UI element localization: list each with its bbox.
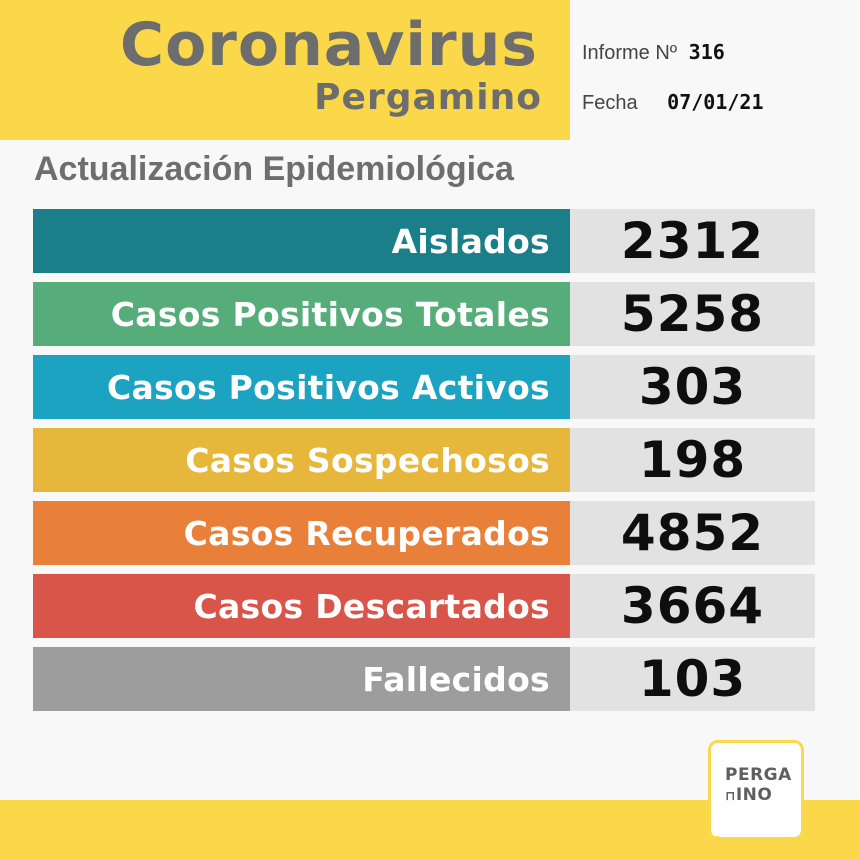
report-date-label: Fecha <box>582 92 638 114</box>
stat-value: 5258 <box>570 282 815 346</box>
stat-label: Casos Positivos Activos <box>33 355 570 419</box>
pergamino-logo <box>708 740 804 840</box>
stat-label: Casos Descartados <box>33 574 570 638</box>
stat-row-casos-sospechosos <box>33 428 815 492</box>
stat-value: 198 <box>570 428 815 492</box>
stat-value: 103 <box>570 647 815 711</box>
report-number-label: Informe Nº <box>582 42 678 64</box>
logo-line-1: PERGA <box>725 765 792 785</box>
page-subtitle: Pergamino <box>314 77 542 118</box>
stat-row-casos-recuperados <box>33 501 815 565</box>
stat-label: Casos Positivos Totales <box>33 282 570 346</box>
page-title: Coronavirus <box>120 10 538 80</box>
logo-text <box>725 765 792 807</box>
stat-row-casos-descartados <box>33 574 815 638</box>
stat-label: Casos Sospechosos <box>33 428 570 492</box>
heart-m-icon: ⊓ <box>725 789 736 804</box>
stat-label: Fallecidos <box>33 647 570 711</box>
stat-value: 4852 <box>570 501 815 565</box>
logo-tail <box>716 836 719 858</box>
stat-row-aislados <box>33 209 815 273</box>
section-heading: Actualización Epidemiológica <box>34 150 514 188</box>
report-date-value: 07/01/21 <box>667 90 764 114</box>
stat-row-casos-positivos-totales <box>33 282 815 346</box>
stat-label: Casos Recuperados <box>33 501 570 565</box>
stat-value: 3664 <box>570 574 815 638</box>
stat-label: Aislados <box>33 209 570 273</box>
stat-row-fallecidos <box>33 647 815 711</box>
logo-line-2: INO <box>735 785 773 805</box>
report-number-value: 316 <box>688 40 725 64</box>
report-date-row <box>582 90 763 115</box>
report-number-row <box>582 40 725 65</box>
stat-row-casos-positivos-activos <box>33 355 815 419</box>
stat-value: 2312 <box>570 209 815 273</box>
stats-table <box>33 209 815 720</box>
stat-value: 303 <box>570 355 815 419</box>
